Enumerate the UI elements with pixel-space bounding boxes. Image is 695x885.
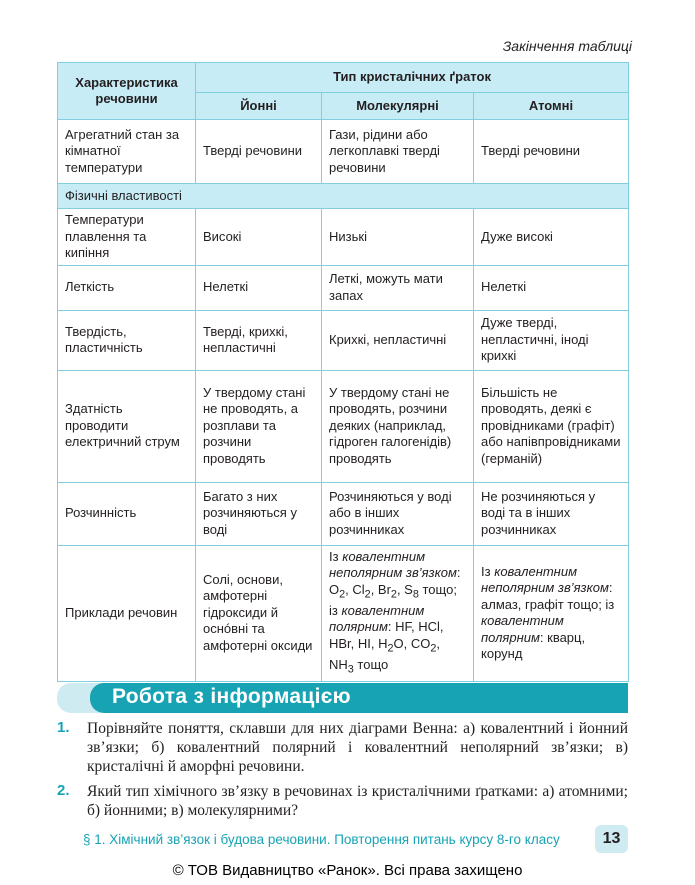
cell-ionic: Нелеткі	[196, 265, 322, 310]
text-run: , Br	[370, 581, 391, 597]
subscript: 2	[387, 642, 394, 655]
text-run: O, CO	[393, 635, 431, 651]
header-lattice-type: Тип кристалічних ґраток	[196, 63, 629, 93]
row-label: Розчинність	[58, 482, 196, 545]
header-ionic: Йонні	[196, 93, 322, 120]
list-item	[57, 782, 628, 820]
page-number: 13	[595, 825, 628, 853]
cell-molecular: Розчиняються у воді або в інших розчинниках	[322, 482, 474, 545]
cell-ionic: Тверді речовини	[196, 120, 322, 184]
header-atomic: Атомні	[474, 93, 629, 120]
cell-molecular: Крихкі, непластичні	[322, 310, 474, 370]
cell-atomic: Дуже тверді, непластичні, іноді крихкі	[474, 310, 629, 370]
list-item	[57, 719, 628, 776]
task-text: Який тип хімічного зв’язку в речовинах із кристалічними ґратками: а) атомними; б) йонними; в) молекулярними?	[87, 783, 628, 819]
task-text: Порівняйте поняття, склавши для них діаграми Венна: а) ковалентний і йонний зв’язки; б) ковалентний полярний і ковалентний неполярний зв’язки; в) кристалічні й аморфні речовини.	[87, 720, 628, 775]
table-row	[58, 265, 629, 310]
subscript: 2	[339, 588, 346, 601]
cell-atomic: Більшість не проводять, деякі є провідниками (графіт) або напівпровідниками (германій)	[474, 370, 629, 482]
cell-molecular: Низькі	[322, 209, 474, 266]
text-run: , NH	[329, 635, 441, 672]
cell-atomic	[474, 545, 629, 681]
cell-molecular: Гази, рідини або легкоплавкі тверді речовини	[322, 120, 474, 184]
info-section-banner	[57, 683, 628, 713]
cell-molecular: У твердому стані не проводять, розчини деяких (наприклад, гідроген галогенідів) проводять	[322, 370, 474, 482]
text-run: , Cl	[345, 581, 365, 597]
text-run: тощо; із	[329, 581, 457, 618]
task-list	[57, 719, 628, 826]
subscript: 2	[364, 588, 371, 601]
section-physical-properties: Фізичні властивості	[58, 184, 629, 209]
cell-ionic: Високі	[196, 209, 322, 266]
cell-ionic: У твердому стані не проводять, а розплави та розчини проводять	[196, 370, 322, 482]
header-molecular: Молекулярні	[322, 93, 474, 120]
subscript: 2	[430, 642, 437, 655]
table-row	[58, 482, 629, 545]
text-run: : кварц, корунд	[481, 629, 586, 662]
cell-atomic: Нелеткі	[474, 265, 629, 310]
cell-molecular: Леткі, можуть мати запах	[322, 265, 474, 310]
text-run: , S	[396, 581, 413, 597]
section-row	[58, 184, 629, 209]
row-label: Твердість, пластичність	[58, 310, 196, 370]
subscript: 8	[412, 588, 419, 601]
text-run: : алмаз, графіт тощо; із	[481, 580, 615, 612]
cell-ionic: Багато з них розчиняються у воді	[196, 482, 322, 545]
table-row	[58, 209, 629, 266]
table-row	[58, 120, 629, 184]
cell-atomic: Не розчиняються у воді та в інших розчинниках	[474, 482, 629, 545]
cell-atomic: Дуже високі	[474, 209, 629, 266]
table-row	[58, 545, 629, 681]
crystal-lattice-table	[57, 62, 629, 682]
table-continuation-caption: Закінчення таблиці	[502, 38, 632, 54]
info-section-title: Робота з інформацією	[112, 685, 351, 708]
table-row	[58, 310, 629, 370]
task-number: 1.	[57, 719, 70, 736]
italic-term: ковалентним неполярним зв’язком	[481, 563, 609, 596]
row-label: Здатність проводити електричний струм	[58, 370, 196, 482]
text-run: : O	[329, 565, 461, 597]
subscript: 3	[347, 663, 354, 676]
running-title: § 1. Хімічний зв’язок і будова речовини. Повторення питань курсу 8-го класу	[83, 832, 560, 847]
cell-atomic: Тверді речовини	[474, 120, 629, 184]
text-run: тощо	[353, 656, 389, 672]
subscript: 2	[390, 588, 397, 601]
text-run: Із	[329, 548, 343, 564]
task-number: 2.	[57, 782, 70, 799]
table-row	[58, 370, 629, 482]
italic-term: ковалентним полярним	[481, 613, 564, 645]
text-run: Із	[481, 563, 495, 579]
italic-term: ковалентним неполярним зв’язком	[329, 548, 457, 580]
table-header-row	[58, 63, 629, 93]
copyright-notice: © ТОВ Видавництво «Ранок». Всі права захищено	[172, 862, 523, 879]
row-label: Леткість	[58, 265, 196, 310]
row-label: Температури плавлення та кипіння	[58, 209, 196, 266]
row-label: Приклади речовин	[58, 545, 196, 681]
italic-term: ковалентним полярним	[329, 602, 425, 635]
header-characteristic: Характеристика речовини	[58, 63, 196, 120]
cell-molecular	[322, 545, 474, 681]
cell-ionic: Солі, основи, амфотерні гідроксиди й оснóвні та амфотерні оксиди	[196, 545, 322, 681]
text-run: : HF, HCl, HBr, HI, H	[329, 619, 444, 651]
cell-ionic: Тверді, крихкі, непластичні	[196, 310, 322, 370]
row-label: Агрегатний стан за кімнатної температури	[58, 120, 196, 184]
